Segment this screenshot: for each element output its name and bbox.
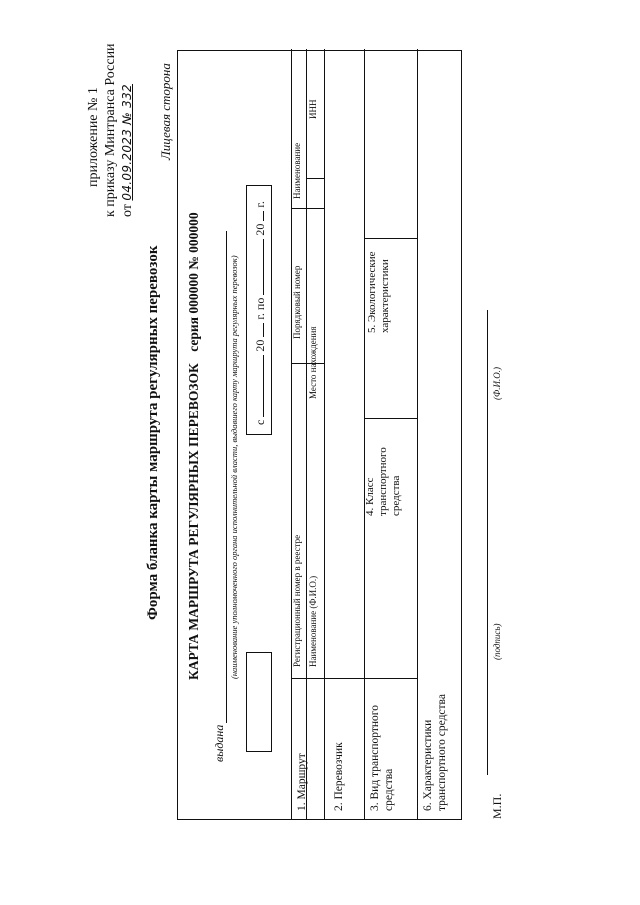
period-year-2: 20 (253, 223, 267, 236)
carrier-name-header: Наименование (Ф.И.О.) (308, 575, 318, 667)
card-title-text: КАРТА МАРШРУТА РЕГУЛЯРНЫХ ПЕРЕВОЗОК (186, 363, 201, 680)
vehicle-type-line-1: 3. Вид транспортного (369, 705, 381, 811)
reg-number-header: Регистрационный номер в реестре (292, 534, 302, 667)
period-mid: г. по (253, 297, 267, 320)
row-rule-1b (306, 49, 307, 819)
order-number-header: Порядковый номер (292, 265, 302, 339)
col-rule-left (291, 678, 417, 679)
vehicle-type-line-2: средства (383, 768, 395, 811)
vehicle-class-label (364, 447, 403, 516)
location-header: Место нахождения (308, 326, 318, 399)
issued-label: выдана (212, 724, 226, 762)
appendix-line-2: к приказу Минтранса России (103, 43, 118, 217)
period-end: г. (253, 201, 267, 208)
issuer-caption: (наименование уполномоченного органа исполнительной власти, выдавшего карту маршрута регулярных перевозок) (229, 255, 239, 679)
form-title: Форма бланка карты маршрута регулярных перевозок (145, 245, 161, 620)
vehicle-type-label (368, 705, 396, 811)
col-rule-class (364, 418, 417, 419)
row-rule-3 (364, 49, 365, 819)
eco-line-1: 5. Экологические (366, 251, 378, 333)
side-label: Лицевая сторона (158, 63, 173, 160)
form-table (177, 50, 462, 820)
appendix-line-3 (120, 84, 136, 217)
appendix-line-1: приложение № 1 (86, 87, 101, 187)
eco-label (366, 252, 392, 333)
period-from-label: с (253, 419, 267, 425)
name-line (487, 310, 488, 485)
vehicle-class-line-1: 4. Класс (364, 477, 376, 516)
carrier-label: 2. Перевозчик (333, 742, 345, 811)
eco-line-2: характеристики (379, 259, 391, 333)
col-rule-inn (306, 178, 324, 179)
appendix-date-prefix: от (120, 204, 135, 217)
vehicle-class-line-2: транспортного (377, 447, 389, 516)
name-caption: (Ф.И.О.) (492, 367, 502, 400)
period-year-1: 20 (253, 339, 267, 352)
vehicle-class-line-3: средства (390, 475, 402, 516)
col-rule-route-right (291, 208, 324, 209)
route-name-header: Наименование (292, 142, 302, 199)
vehicle-chars-line-1: 6. Характеристики (422, 719, 434, 811)
signature-caption: (подпись) (492, 623, 502, 660)
vehicle-chars-label (421, 694, 449, 811)
signature-line (487, 485, 488, 775)
stamp-label: М.П. (490, 793, 504, 819)
inn-header: ИНН (308, 99, 318, 119)
row-rule-2 (324, 49, 325, 819)
handwritten-date-number: 04.09.2023 № 332 (120, 84, 134, 201)
card-series: серия 000000 № 000000 (186, 212, 201, 352)
vehicle-chars-line-2: транспортного средства (436, 694, 448, 811)
col-rule-eco (364, 238, 417, 239)
row-rule-4 (417, 49, 418, 819)
route-label: 1. Маршрут (296, 753, 308, 811)
